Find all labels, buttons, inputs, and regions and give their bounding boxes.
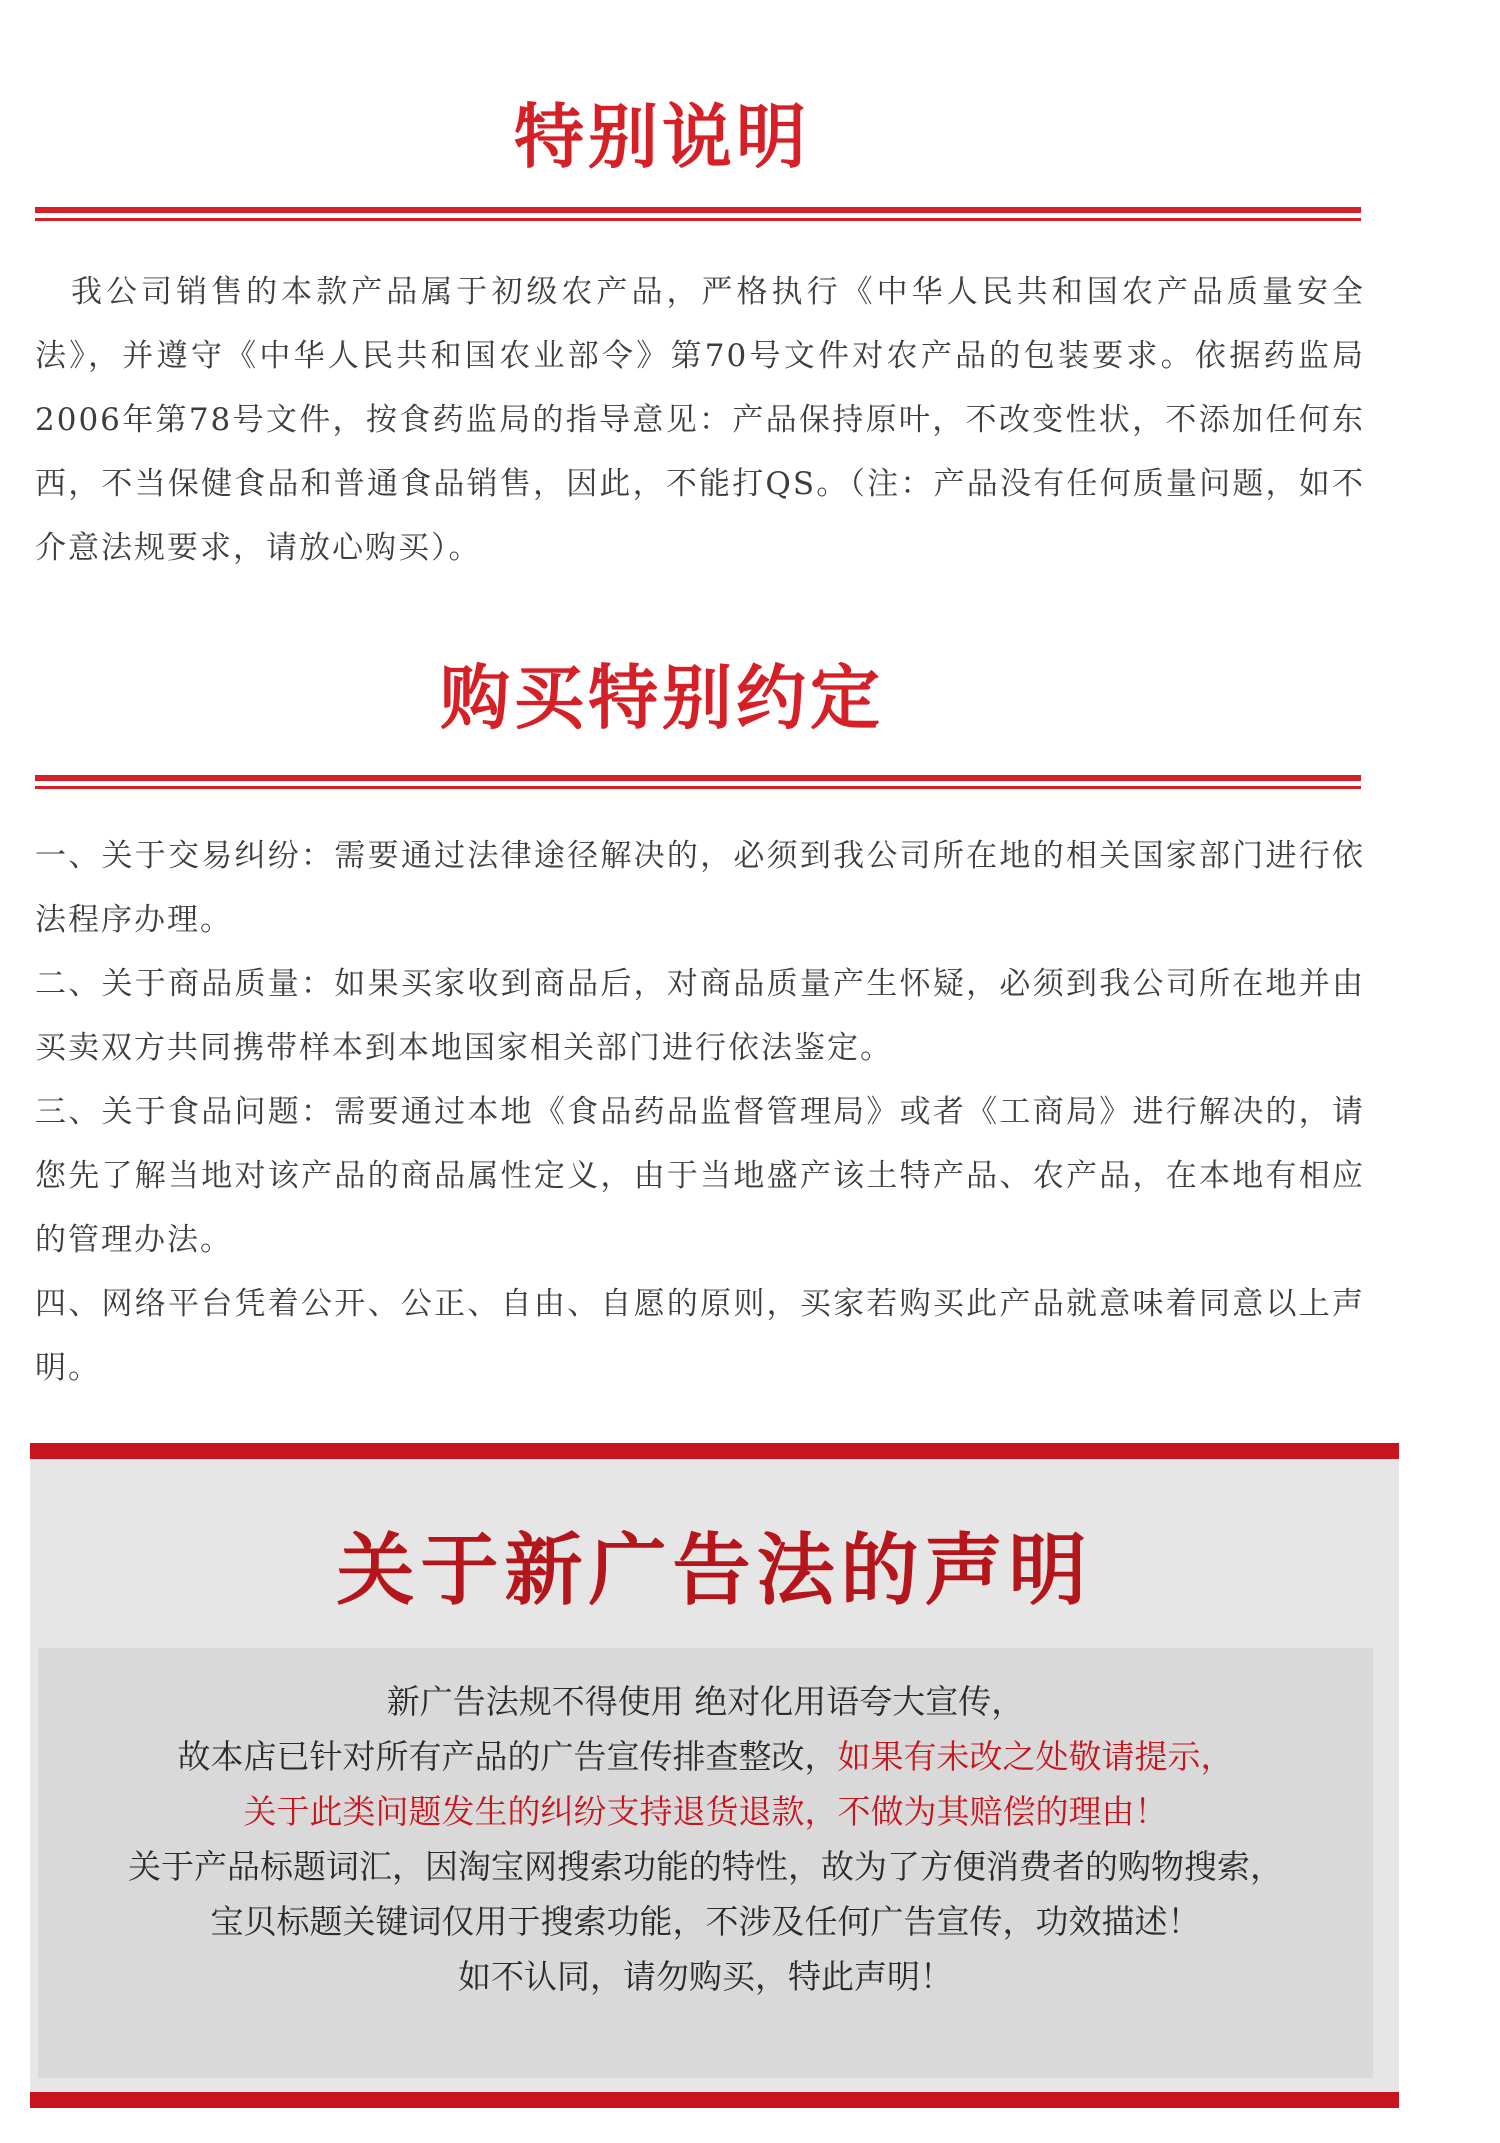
- title-divider: [35, 775, 1361, 791]
- purchase-term-item: 四、网络平台凭着公开、公正、自由、自愿的原则，买家若购买此产品就意味着同意以上声明。: [35, 1286, 1365, 1386]
- panel-top-bar: [30, 1443, 1399, 1459]
- purchase-terms-list: [35, 824, 1365, 1400]
- ad-law-title: 关于新广告法的声明: [336, 1526, 1093, 1616]
- statement-text: 故本店已针对所有产品的广告宣传排查整改，: [177, 1737, 838, 1776]
- purchase-term-item: 二、关于商品质量：如果买家收到商品后，对商品质量产生怀疑，必须到我公司所在地并由买卖双方共同携带样本到本地国家相关部门进行依法鉴定。: [35, 966, 1365, 1066]
- statement-line: 新广告法规不得使用 绝对化用语夸大宣传，: [386, 1682, 1025, 1721]
- ad-law-panel: [30, 1443, 1399, 2108]
- purchase-term-item: 一、关于交易纠纷：需要通过法律途径解决的，必须到我公司所在地的相关国家部门进行依法程序办理。: [35, 838, 1365, 938]
- statement-line: 如不认同，请勿购买，特此声明！: [458, 1957, 953, 1996]
- special-notice-title: 特别说明: [514, 95, 810, 178]
- statement-line: 宝贝标题关键词仅用于搜索功能，不涉及任何广告宣传，功效描述！: [210, 1902, 1201, 1941]
- purchase-term-item: 三、关于食品问题：需要通过本地《食品药品监督管理局》或者《工商局》进行解决的，请您先了解当地对该产品的商品属性定义，由于当地盛产该土特产品、农产品，在本地有相应的管理办法。: [35, 1094, 1365, 1258]
- ad-law-statement: [38, 1674, 1373, 2004]
- statement-highlight: 如果有未改之处敬请提示，: [837, 1737, 1234, 1776]
- panel-bottom-bar: [30, 2092, 1399, 2108]
- purchase-terms-title: 购买特别约定: [440, 656, 884, 739]
- title-divider: [35, 207, 1361, 223]
- ad-law-statement-box: [38, 1648, 1373, 2078]
- special-notice-body: 我公司销售的本款产品属于初级农产品，严格执行《中华人民共和国农产品质量安全法》，并遵守《中华人民共和国农业部令》第70号文件对农产品的包装要求。依据药监局2006年第78号文件，按食药监局的指导意见：产品保持原叶，不改变性状，不添加任何东西，不当保健食品和普通食品销售，因此，不能打QS。（注：产品没有任何质量问题，如不介意法规要求，请放心购买）。: [35, 274, 1365, 566]
- statement-highlight-line: 关于此类问题发生的纠纷支持退货退款，不做为其赔偿的理由！: [243, 1792, 1168, 1831]
- statement-line: [38, 1729, 1373, 1784]
- statement-line: 关于产品标题词汇，因淘宝网搜索功能的特性，故为了方便消费者的购物搜索，: [128, 1847, 1283, 1886]
